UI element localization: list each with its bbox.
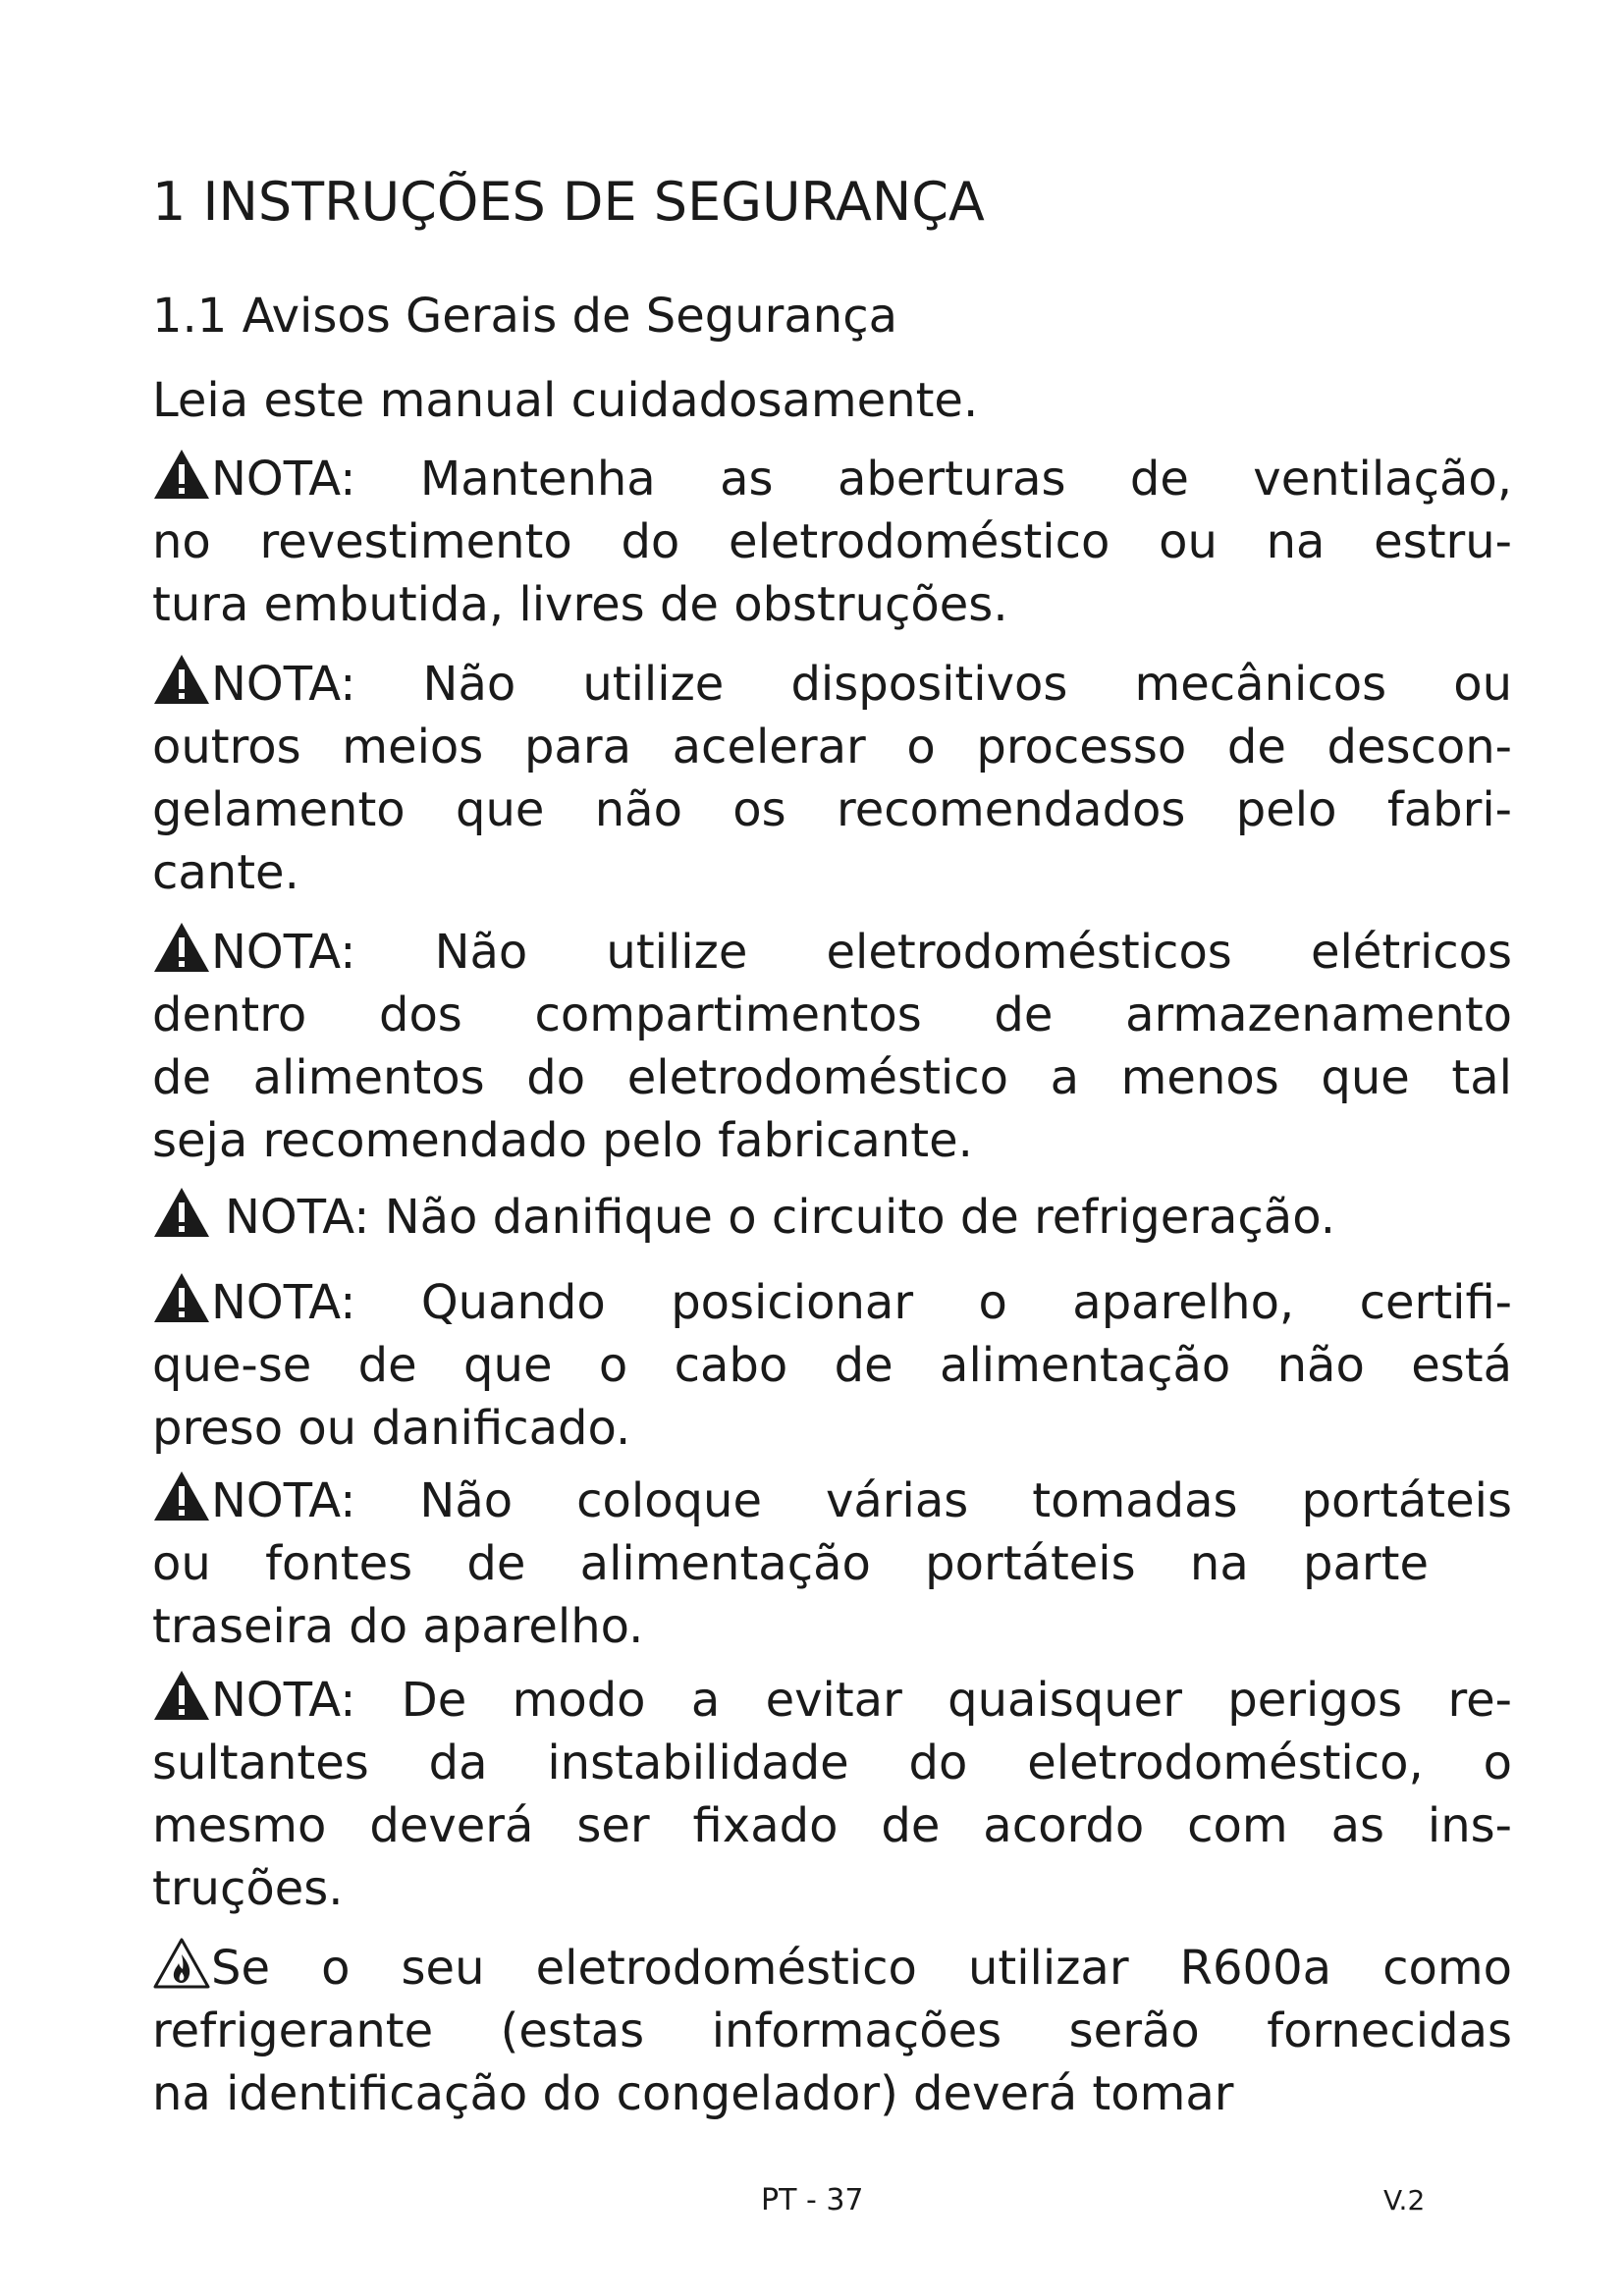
warning-icon [152, 653, 211, 706]
warning-icon [152, 1469, 211, 1522]
flammable-note [152, 1937, 1512, 2125]
note-line: preso ou danificado. [152, 1401, 631, 1456]
note-line: NOTA: Não utilize dispositivos mecânicos ou [211, 657, 1512, 712]
safety-note [152, 448, 1512, 636]
note-line: gelamento que não os recomendados pelo fabri- [152, 782, 1512, 837]
version-label: V.2 [1383, 2184, 1426, 2216]
note-line: dentro dos compartimentos de armazenamento [152, 988, 1512, 1042]
safety-note [152, 1186, 1512, 1249]
warning-icon [152, 1271, 211, 1324]
safety-note [152, 1271, 1512, 1460]
safety-note [152, 1669, 1512, 1920]
note-line: NOTA: Não danifique o circuito de refrigeração. [225, 1190, 1335, 1245]
warning-icon [152, 1669, 211, 1722]
note-line: NOTA: De modo a evitar quaisquer perigos re- [211, 1673, 1512, 1728]
note-line: NOTA: Quando posicionar o aparelho, certifi- [211, 1275, 1512, 1330]
note-line: truções. [152, 1861, 344, 1916]
note-line: refrigerante (estas informações serão fornecidas [152, 2003, 1512, 2058]
note-line: traseira do aparelho. [152, 1599, 644, 1654]
note-line: cante. [152, 845, 299, 900]
section-title: 1 INSTRUÇÕES DE SEGURANÇA [152, 171, 985, 233]
subsection-title: 1.1 Avisos Gerais de Segurança [152, 289, 897, 344]
note-line: sultantes da instabilidade do eletrodoméstico, o [152, 1735, 1512, 1790]
note-line: Se o seu eletrodoméstico utilizar R600a como [211, 1941, 1512, 1996]
note-line: tura embutida, livres de obstruções. [152, 577, 1008, 632]
note-line: NOTA: Não utilize eletrodomésticos elétricos [211, 925, 1512, 980]
document-page [152, 0, 1512, 2296]
flammable-warning-icon [152, 1937, 211, 1990]
note-line: outros meios para acelerar o processo de descon- [152, 720, 1512, 774]
warning-icon [152, 448, 211, 501]
note-line: NOTA: Não coloque várias tomadas portáteis [211, 1473, 1512, 1528]
page-number: PT - 37 [761, 2183, 864, 2217]
safety-note [152, 1469, 1512, 1658]
note-line: que-se de que o cabo de alimentação não está [152, 1338, 1512, 1393]
note-line: seja recomendado pelo fabricante. [152, 1113, 973, 1168]
note-line: mesmo deverá ser fixado de acordo com as ins- [152, 1798, 1512, 1853]
note-line: na identificação do congelador) deverá tomar [152, 2066, 1234, 2121]
note-line: ou fontes de alimentação portáteis na parte [152, 1536, 1429, 1591]
note-line: NOTA: Mantenha as aberturas de ventilação, [211, 452, 1512, 507]
warning-icon [152, 1186, 211, 1239]
safety-note [152, 653, 1512, 904]
warning-icon [152, 921, 211, 974]
note-line: no revestimento do eletrodoméstico ou na estru- [152, 514, 1512, 569]
safety-note [152, 921, 1512, 1172]
note-line: de alimentos do eletrodoméstico a menos que tal [152, 1050, 1512, 1105]
lead-instruction: Leia este manual cuidadosamente. [152, 373, 979, 428]
